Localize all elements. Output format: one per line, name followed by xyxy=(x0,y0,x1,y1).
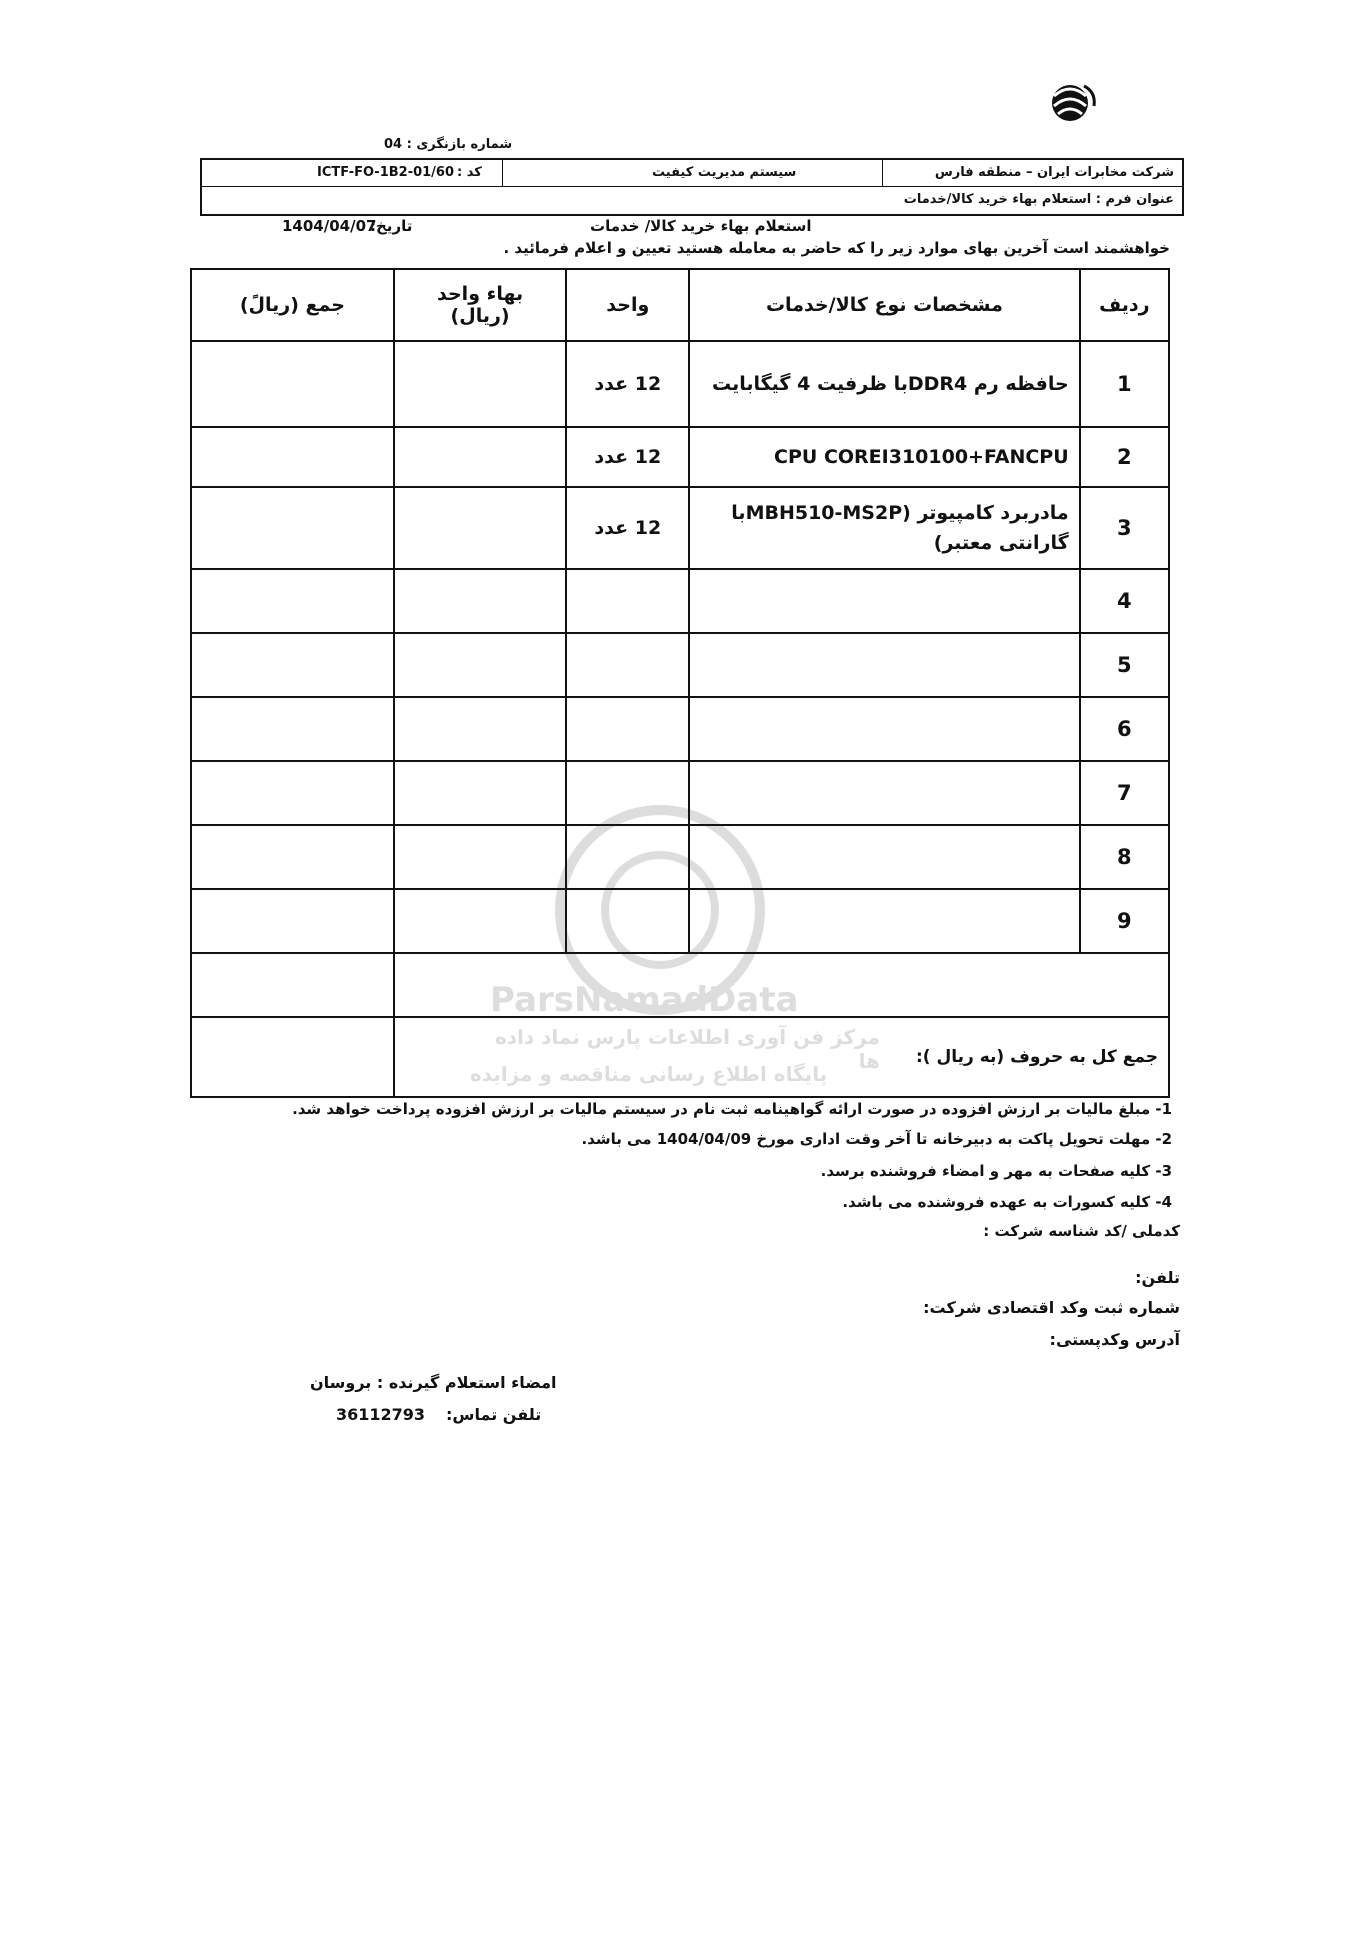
total-cell xyxy=(191,633,394,697)
item-description: مادربرد کامپیوتر (MBH510-MS2Pبا گارانتی معتبر) xyxy=(689,487,1079,569)
intro-text: خواهشمند است آخرین بهای موارد زیر را که حاضر به معامله هستید تعیین و اعلام فرمائید . xyxy=(503,239,1170,257)
grand-total-label: جمع کل به حروف (به ریال ): xyxy=(394,1017,1169,1097)
form-code: ICTF-FO-1B2-01/60 xyxy=(317,165,455,180)
note-2: 2- مهلت تحویل پاکت به دبیرخانه تا آخر وقت اداری مورخ 1404/04/09 می باشد. xyxy=(581,1130,1172,1148)
table-row xyxy=(191,569,1169,633)
unit-price-cell xyxy=(394,825,567,889)
company-name: شرکت مخابرات ایران – منطقه فارس xyxy=(934,165,1174,180)
table-row xyxy=(191,341,1169,427)
item-description xyxy=(689,825,1079,889)
item-description xyxy=(689,569,1079,633)
revision-number: شماره بازنگری : 04 xyxy=(384,137,513,152)
item-description xyxy=(689,761,1079,825)
address-label: آدرس وکدپستی: xyxy=(1049,1330,1180,1349)
header-row-number: ردیف xyxy=(1080,269,1169,341)
total-cell xyxy=(191,825,394,889)
item-unit: 12 عدد xyxy=(566,487,689,569)
item-unit: 12 عدد xyxy=(566,427,689,487)
row-number: 4 xyxy=(1080,569,1169,633)
form-code-label: کد : xyxy=(457,165,482,180)
unit-price-cell xyxy=(394,341,567,427)
total-cell xyxy=(191,697,394,761)
date-value: 1404/04/07 xyxy=(282,217,377,235)
table-row xyxy=(191,697,1169,761)
row-number: 8 xyxy=(1080,825,1169,889)
unit-price-cell xyxy=(394,487,567,569)
unit-price-cell xyxy=(394,697,567,761)
watermark-brand: ParsNamadData xyxy=(490,980,799,1020)
item-description xyxy=(689,697,1079,761)
item-description xyxy=(689,889,1079,953)
table-row xyxy=(191,427,1169,487)
unit-price-cell xyxy=(394,761,567,825)
items-table xyxy=(190,268,1170,1098)
national-id-label: کدملی /کد شناسه شرکت : xyxy=(983,1222,1180,1240)
grand-total-row xyxy=(191,1017,1169,1097)
watermark-subtitle: مرکز فن آوری اطلاعات پارس نماد داده ها xyxy=(494,1025,880,1073)
item-unit xyxy=(566,633,689,697)
total-cell xyxy=(191,341,394,427)
item-unit: 12 عدد xyxy=(566,341,689,427)
item-unit xyxy=(566,889,689,953)
total-cell xyxy=(191,761,394,825)
header-unit-price: بهاء واحد (ریال) xyxy=(394,269,567,341)
table-row xyxy=(191,633,1169,697)
table-row xyxy=(191,825,1169,889)
row-number: 7 xyxy=(1080,761,1169,825)
row-number: 5 xyxy=(1080,633,1169,697)
unit-price-cell xyxy=(394,427,567,487)
row-number: 6 xyxy=(1080,697,1169,761)
note-1: 1- مبلغ مالیات بر ارزش افزوده در صورت ارائه گواهینامه ثبت نام در سیستم مالیات بر ارزش افزوده پرداخت خواهد شد. xyxy=(292,1100,1172,1118)
form-title: عنوان فرم : استعلام بهاء خرید کالا/خدمات xyxy=(903,192,1174,207)
table-header-row xyxy=(191,269,1169,341)
header-unit: واحد xyxy=(566,269,689,341)
item-unit xyxy=(566,569,689,633)
unit-price-cell xyxy=(394,633,567,697)
item-description: حافظه رم DDR4با ظرفیت 4 گیگابایت xyxy=(689,341,1079,427)
grand-total-cell xyxy=(191,1017,394,1097)
item-unit xyxy=(566,761,689,825)
item-unit xyxy=(566,697,689,761)
total-cell xyxy=(191,569,394,633)
header-description: مشخصات نوع کالا/خدمات xyxy=(689,269,1079,341)
total-cell xyxy=(191,889,394,953)
row-number: 2 xyxy=(1080,427,1169,487)
total-cell xyxy=(191,427,394,487)
item-unit xyxy=(566,825,689,889)
document-title: استعلام بهاء خرید کالا/ خدمات xyxy=(590,217,812,235)
unit-price-cell xyxy=(394,569,567,633)
table-row xyxy=(191,889,1169,953)
row-number: 9 xyxy=(1080,889,1169,953)
blank-cell xyxy=(394,953,1169,1017)
total-cell xyxy=(191,953,394,1017)
item-description xyxy=(689,633,1079,697)
header-total: جمع (ریالً) xyxy=(191,269,394,341)
date-label: تاریخ: xyxy=(370,217,413,235)
row-number: 3 xyxy=(1080,487,1169,569)
item-description: CPU COREI310100+FANCPU xyxy=(689,427,1079,487)
requester-signature: امضاء استعلام گیرنده : بروسان xyxy=(310,1373,557,1392)
form-header-box xyxy=(200,158,1184,216)
company-logo-icon xyxy=(1040,78,1100,128)
phone-label: تلفن: xyxy=(1135,1268,1180,1287)
watermark-subtitle-2: پایگاه اطلاع رسانی مناقصه و مزایده xyxy=(470,1062,828,1086)
note-4: 4- کلیه کسورات به عهده فروشنده می باشد. xyxy=(842,1193,1172,1211)
quality-system-label: سیستم مدیریت کیفیت xyxy=(652,165,797,180)
note-3: 3- کلیه صفحات به مهر و امضاء فروشنده برسد. xyxy=(820,1162,1172,1180)
total-cell xyxy=(191,487,394,569)
table-row-blank xyxy=(191,953,1169,1017)
table-row xyxy=(191,487,1169,569)
table-row xyxy=(191,761,1169,825)
contact-phone-value: 36112793 xyxy=(336,1405,426,1424)
unit-price-cell xyxy=(394,889,567,953)
registration-label: شماره ثبت وکد اقتصادی شرکت: xyxy=(923,1298,1180,1317)
row-number: 1 xyxy=(1080,341,1169,427)
contact-phone-label: تلفن تماس: xyxy=(446,1405,542,1424)
